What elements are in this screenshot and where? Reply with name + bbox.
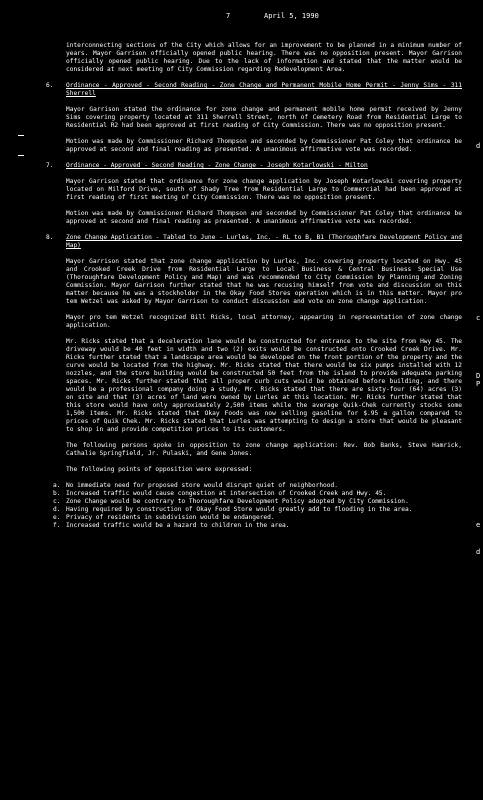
agenda-item-7 [46, 162, 462, 226]
list-item [53, 514, 462, 522]
list-letter: e. [53, 514, 61, 521]
item-number: 8. [46, 234, 54, 241]
opposition-points-list [53, 482, 462, 530]
list-item [53, 482, 462, 490]
list-item [53, 506, 462, 514]
item-title: Ordinance - Approved - Second Reading - Zone Change - Joseph Kotarlowski - Milton [66, 162, 368, 169]
item-paragraph: The following points of opposition were expressed: [66, 466, 253, 473]
list-text: Privacy of residents in subdivision would be endangered. [66, 514, 275, 521]
list-text: Increased traffic would be a hazard to children in the area. [66, 522, 290, 529]
margin-mark [18, 135, 24, 136]
page-header [0, 12, 483, 22]
item-paragraph: Mayor Garrison stated the ordinance for zone change and permanent mobile home permit received by Jenny Sims covering property located at 311 Sherrell Street, north of Cemetery Road from Residential Large to Residential R2 had been approved at first reading of City Commission. There was no opposition present. [66, 106, 462, 129]
item-title: Zone Change Application - Tabled to June - Lurles, Inc. - RL to B, B1 (Thoroughfare Development Policy and Map) [66, 234, 462, 249]
item-paragraph: Mayor Garrison stated that ordinance for zone change application by Joseph Kotarlowski covering property located on Milford Drive, south of Shady Tree from Residential Large to Commercial had been approved at first reading of first meeting of City Commission. There was no opposition present. [66, 178, 462, 201]
list-letter: f. [53, 522, 61, 529]
agenda-item-6 [46, 82, 462, 154]
list-letter: a. [53, 482, 61, 489]
list-text: Increased traffic would cause congestion at intersection of Crooked Creek and Hwy. 45. [66, 490, 387, 497]
page-date: April 5, 1990 [264, 12, 319, 20]
agenda-item-8 [46, 234, 462, 530]
list-item [53, 490, 462, 498]
edge-mark: e [476, 521, 481, 529]
edge-mark: D [476, 372, 481, 380]
item-title: Ordinance - Approved - Second Reading - Zone Change and Permanent Mobile Home Permit - Jenny Sims - 311 Sherrell [66, 82, 462, 97]
edge-mark: c [476, 314, 481, 322]
list-text: Having required by construction of Okay Food Store would greatly add to flooding in the area. [66, 506, 413, 513]
margin-mark [18, 155, 24, 156]
list-item [53, 498, 462, 506]
item-paragraph: Mr. Ricks stated that a deceleration lane would be constructed for entrance to the site from Hwy 45. The driveway would be 40 feet in width and two (2) exits would be constructed onto Crooked Creek Drive. Mr. Ricks further stated that a landscape area would be developed on the front portion of the property and the curve would be located from the highway. Mr. Ricks stated that there would be six pumps installed with 12 nozzles, and the store building would be constructed 50 feet from the island to provide adequate parking spaces. Mr. Ricks further stated that all proper curb cuts would be obtained before building, and there would be a professional company doing a study. Mr. Ricks stated that there are sixty-four (64) acres (3) on site and that (3) acres of land were owned by Lurles at this location. Mr. Ricks further stated that this store would have only approximately 2,500 items while the average Quik-Chek currently stocks some 1,500 items. Mr. Ricks stated that Okay Foods was now selling gasoline for $.95 a gallon compared to prices of Quik Chek. Mr. Ricks stated that Lurles was attempting to design a store that would be pleasant to shop in and provide competition prices to its customers. [66, 338, 462, 433]
item-paragraph: Motion was made by Commissioner Richard Thompson and seconded by Commissioner Pat Coley that ordinance be approved at second and final reading as presented. A unanimous affirmative vote was recorded. [66, 138, 462, 153]
edge-mark: P [476, 380, 481, 388]
item-paragraph: Mayor Garrison stated that zone change application by Lurles, Inc. covering property located on Hwy. 45 and Crooked Creek Drive from Residential Large to Local Business & Central Business Special Use (Thoroughfare Development Policy and Map) and was recommended to City Commission by Planning and Zoning Commission. Mayor Garrison further stated that he was recusing himself from vote and discussion on this matter because he was a stockholder in the Okay Food Stores operation which is in this matter. Mayor pro tem Wetzel was asked by Mayor Garrison to conduct discussion and vote on zone change application. [66, 258, 462, 305]
item-number: 7. [46, 162, 54, 169]
edge-mark: d [476, 548, 481, 556]
item-paragraph: The following persons spoke in opposition to zone change application: Rev. Bob Banks, Steve Hamrick, Cathalie Springfield, Jr. Pulaski, and Gene Jones. [66, 442, 462, 457]
list-text: No immediate need for proposed store would disrupt quiet of neighborhood. [66, 482, 338, 489]
item-paragraph: Motion was made by Commissioner Richard Thompson and seconded by Commissioner Pat Coley that ordinance be approved at second and final reading as presented. A unanimous affirmative vote was recorded. [66, 210, 462, 225]
page-number: 7 [226, 12, 231, 20]
intro-paragraph: interconnecting sections of the City which allows for an improvement to be planned in a minimum number of years. Mayor Garrison officially opened public hearing. There was no opposition present. Mayor Garrison officially opened public hearing. Due to the lack of information and stated that the matter would be considered at next meeting of City Commission regarding Redevelopment Area. [66, 42, 462, 73]
list-text: Zone Change would be contrary to Thoroughfare Development Policy adopted by City Commission. [66, 498, 409, 505]
item-paragraph: Mayor pro tem Wetzel recognized Bill Ricks, local attorney, appearing in representation of zone change application. [66, 314, 462, 329]
list-letter: c. [53, 498, 61, 505]
list-letter: d. [53, 506, 61, 513]
document-body [46, 42, 462, 536]
list-item [53, 522, 462, 530]
list-letter: b. [53, 490, 61, 497]
item-number: 6. [46, 82, 54, 89]
edge-mark: d [476, 142, 481, 150]
